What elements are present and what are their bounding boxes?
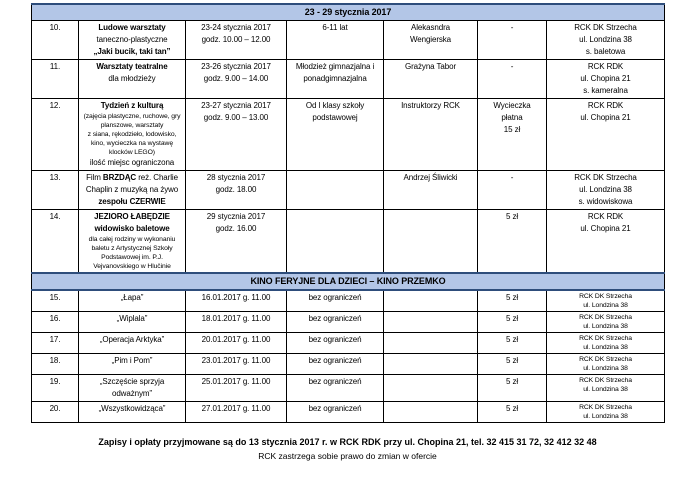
cell-title bbox=[79, 354, 186, 375]
cell-audience bbox=[287, 375, 384, 402]
date-line: 16.01.2017 g. 11.00 bbox=[201, 293, 271, 302]
price-line: - bbox=[510, 173, 514, 182]
location-line: ul. Chopina 21 bbox=[580, 113, 631, 122]
title-line: klocków LEGO) bbox=[109, 149, 155, 156]
price-line: - bbox=[510, 62, 514, 71]
table-row-13 bbox=[32, 171, 665, 210]
price-line: 5 zł bbox=[505, 356, 519, 365]
cell-price bbox=[478, 402, 547, 423]
location-line: ul. Londzina 38 bbox=[579, 35, 632, 44]
cell-date bbox=[186, 354, 287, 375]
cell-date bbox=[186, 290, 287, 312]
cell-title bbox=[79, 402, 186, 423]
date-line: 23-27 stycznia 2017 bbox=[201, 101, 271, 110]
date-line: godz. 16.00 bbox=[215, 224, 257, 233]
date-line: 25.01.2017 g. 11.00 bbox=[201, 377, 271, 386]
cell-audience bbox=[287, 290, 384, 312]
instructor-line: Instruktorzy RCK bbox=[401, 101, 460, 110]
title-line: dla całej rodziny w wykonaniu bbox=[88, 236, 176, 243]
location-line: ul. Londzina 38 bbox=[583, 344, 628, 351]
location-line: ul. Chopina 21 bbox=[580, 74, 631, 83]
table-row-11 bbox=[32, 60, 665, 99]
cell-num: 10. bbox=[32, 21, 79, 60]
cell-price bbox=[478, 333, 547, 354]
cell-instructor bbox=[384, 290, 478, 312]
cell-location bbox=[547, 312, 665, 333]
section-header-row bbox=[32, 273, 665, 290]
location-line: RCK DK Strzecha bbox=[579, 314, 632, 321]
cell-price bbox=[478, 99, 547, 171]
cell-instructor bbox=[384, 99, 478, 171]
title-line: Podstawowej im. P.J. bbox=[101, 254, 163, 261]
footer-disclaimer: RCK zastrzega sobie prawo do zmian w ofercie bbox=[258, 451, 437, 461]
location-line: ul. Londzina 38 bbox=[579, 185, 632, 194]
date-line: godz. 10.00 – 12.00 bbox=[201, 35, 271, 44]
date-line: 23-26 stycznia 2017 bbox=[201, 62, 271, 71]
table-row-12 bbox=[32, 99, 665, 171]
cell-audience bbox=[287, 312, 384, 333]
location-line: ul. Londzina 38 bbox=[583, 302, 628, 309]
cell-location bbox=[547, 60, 665, 99]
cell-instructor bbox=[384, 402, 478, 423]
footer-registration-note: Zapisy i opłaty przyjmowane są do 13 stycznia 2017 r. w RCK RDK przy ul. Chopina 21, tel. 32 415 31 72, 32 412 32 48 bbox=[98, 437, 597, 447]
cell-num: 17. bbox=[32, 333, 79, 354]
week-header-row bbox=[32, 4, 665, 21]
cell-date bbox=[186, 21, 287, 60]
cell-price bbox=[478, 60, 547, 99]
location-line: ul. Londzina 38 bbox=[583, 386, 628, 393]
title-line: (zajęcia plastyczne, ruchowe, gry bbox=[83, 113, 181, 120]
audience-line: podstawowej bbox=[312, 113, 358, 122]
location-line: RCK RDK bbox=[587, 62, 624, 71]
date-line: 23.01.2017 g. 11.00 bbox=[201, 356, 271, 365]
date-line: godz. 18.00 bbox=[215, 185, 257, 194]
cell-price bbox=[478, 354, 547, 375]
cell-num: 18. bbox=[32, 354, 79, 375]
location-line: RCK DK Strzecha bbox=[579, 404, 632, 411]
title-line: „Szczęście sprzyja odważnym” bbox=[99, 377, 165, 398]
cell-price bbox=[478, 171, 547, 210]
title-line: Vejvanovskiego w Hlučinie bbox=[93, 263, 171, 270]
location-line: s. baletowa bbox=[585, 47, 626, 56]
title-line: „Wiplala” bbox=[116, 314, 148, 323]
cell-title bbox=[79, 99, 186, 171]
cell-price bbox=[478, 210, 547, 274]
cell-instructor bbox=[384, 333, 478, 354]
audience-line: bez ograniczeń bbox=[308, 293, 362, 302]
events-table-body bbox=[32, 4, 665, 423]
cell-title bbox=[79, 312, 186, 333]
location-line: RCK RDK bbox=[587, 212, 624, 221]
cell-location bbox=[547, 99, 665, 171]
date-line: 18.01.2017 g. 11.00 bbox=[201, 314, 271, 323]
price-line: 5 zł bbox=[505, 314, 519, 323]
cell-instructor bbox=[384, 375, 478, 402]
location-line: ul. Chopina 21 bbox=[580, 224, 631, 233]
title-line: „Operacja Arktyka” bbox=[99, 335, 165, 344]
location-line: RCK DK Strzecha bbox=[579, 335, 632, 342]
audience-line: bez ograniczeń bbox=[308, 314, 362, 323]
location-line: RCK RDK bbox=[587, 101, 624, 110]
cell-date bbox=[186, 333, 287, 354]
cell-date bbox=[186, 171, 287, 210]
title-line: planszowe, warsztaty bbox=[100, 122, 164, 129]
events-table bbox=[31, 3, 665, 423]
cell-price bbox=[478, 290, 547, 312]
table-row-15 bbox=[32, 290, 665, 312]
audience-line: bez ograniczeń bbox=[308, 356, 362, 365]
location-line: ul. Londzina 38 bbox=[583, 323, 628, 330]
audience-line: Od I klasy szkoły bbox=[305, 101, 365, 110]
title-line: Tydzień z kulturą bbox=[100, 101, 164, 110]
title-line: dla młodzieży bbox=[108, 74, 156, 83]
cell-audience bbox=[287, 60, 384, 99]
title-line: baletu z Artystycznej Szkoły bbox=[91, 245, 173, 252]
cell-audience bbox=[287, 333, 384, 354]
cell-audience bbox=[287, 210, 384, 274]
location-line: s. widowiskowa bbox=[578, 197, 633, 206]
cell-instructor bbox=[384, 60, 478, 99]
cell-location bbox=[547, 171, 665, 210]
cell-title bbox=[79, 210, 186, 274]
cell-date bbox=[186, 402, 287, 423]
instructor-line: Andrzej Śliwicki bbox=[403, 173, 458, 182]
price-line: Wycieczka bbox=[493, 101, 531, 110]
instructor-line: Alekasndra bbox=[410, 23, 451, 32]
audience-line: bez ograniczeń bbox=[308, 335, 362, 344]
cell-location bbox=[547, 210, 665, 274]
audience-line: 6-11 lat bbox=[322, 23, 348, 32]
location-line: ul. Londzina 38 bbox=[583, 365, 628, 372]
audience-line: Młodzież gimnazjalna i bbox=[295, 62, 375, 71]
instructor-line: Grażyna Tabor bbox=[404, 62, 457, 71]
cell-audience bbox=[287, 21, 384, 60]
cell-num: 16. bbox=[32, 312, 79, 333]
date-line: 23-24 stycznia 2017 bbox=[201, 23, 271, 32]
instructor-line: Wengierska bbox=[409, 35, 452, 44]
title-line: JEZIORO ŁABĘDZIE bbox=[94, 212, 170, 221]
price-line: 5 zł bbox=[505, 293, 519, 302]
date-line: godz. 9.00 – 14.00 bbox=[203, 74, 269, 83]
cell-num: 15. bbox=[32, 290, 79, 312]
location-line: s. kameralna bbox=[583, 86, 628, 95]
cell-date bbox=[186, 312, 287, 333]
cell-location bbox=[547, 21, 665, 60]
cell-num: 11. bbox=[32, 60, 79, 99]
location-line: RCK DK Strzecha bbox=[579, 356, 632, 363]
cell-location bbox=[547, 354, 665, 375]
title-line: „Wszystkowidząca” bbox=[98, 404, 166, 413]
location-line: RCK DK Strzecha bbox=[579, 293, 632, 300]
cell-location bbox=[547, 375, 665, 402]
cell-num: 13. bbox=[32, 171, 79, 210]
cell-price bbox=[478, 21, 547, 60]
week-header-label: 23 - 29 stycznia 2017 bbox=[32, 4, 665, 21]
cell-location bbox=[547, 402, 665, 423]
cell-location bbox=[547, 290, 665, 312]
title-line: „Pim i Pom” bbox=[111, 356, 153, 365]
table-row-14 bbox=[32, 210, 665, 274]
cell-num: 20. bbox=[32, 402, 79, 423]
cell-audience bbox=[287, 402, 384, 423]
table-row-20 bbox=[32, 402, 665, 423]
audience-line: ponadgimnazjalna bbox=[303, 74, 367, 83]
cell-title bbox=[79, 60, 186, 99]
cell-date bbox=[186, 375, 287, 402]
title-line: widowisko baletowe bbox=[94, 224, 170, 233]
cell-title bbox=[79, 333, 186, 354]
cell-title bbox=[79, 290, 186, 312]
cell-price bbox=[478, 312, 547, 333]
location-line: RCK DK Strzecha bbox=[579, 377, 632, 384]
cell-location bbox=[547, 333, 665, 354]
price-line: 5 zł bbox=[505, 335, 519, 344]
cell-instructor bbox=[384, 21, 478, 60]
cell-audience bbox=[287, 354, 384, 375]
cell-instructor bbox=[384, 210, 478, 274]
date-line: 28 stycznia 2017 bbox=[206, 173, 266, 182]
table-row-16 bbox=[32, 312, 665, 333]
price-line: 15 zł bbox=[503, 125, 521, 134]
audience-line: bez ograniczeń bbox=[308, 404, 362, 413]
cell-title bbox=[79, 21, 186, 60]
date-line: godz. 9.00 – 13.00 bbox=[203, 113, 269, 122]
footer bbox=[31, 436, 664, 463]
price-line: płatna bbox=[501, 113, 523, 122]
cell-instructor bbox=[384, 312, 478, 333]
cell-num: 12. bbox=[32, 99, 79, 171]
title-line: kino, wycieczka na wystawę bbox=[90, 140, 174, 147]
cell-audience bbox=[287, 99, 384, 171]
table-row-17 bbox=[32, 333, 665, 354]
price-line: - bbox=[510, 23, 514, 32]
cell-title bbox=[79, 375, 186, 402]
price-line: 5 zł bbox=[505, 377, 519, 386]
section-header-label: KINO FERYJNE DLA DZIECI – KINO PRZEMKO bbox=[32, 273, 665, 290]
cell-num: 14. bbox=[32, 210, 79, 274]
date-line: 29 stycznia 2017 bbox=[206, 212, 266, 221]
price-line: 5 zł bbox=[505, 212, 519, 221]
title-line: Chaplin z muzyką na żywo bbox=[85, 185, 179, 194]
location-line: RCK DK Strzecha bbox=[574, 173, 637, 182]
cell-date bbox=[186, 210, 287, 274]
table-row-19 bbox=[32, 375, 665, 402]
price-line: 5 zł bbox=[505, 404, 519, 413]
date-line: 27.01.2017 g. 11.00 bbox=[201, 404, 271, 413]
cell-price bbox=[478, 375, 547, 402]
title-line: „Łapa” bbox=[120, 293, 144, 302]
title-line: ilość miejsc ograniczona bbox=[89, 158, 175, 167]
audience-line: bez ograniczeń bbox=[308, 377, 362, 386]
cell-title bbox=[79, 171, 186, 210]
title-line: taneczno-plastyczne bbox=[96, 35, 168, 44]
location-line: ul. Londzina 38 bbox=[583, 413, 628, 420]
table-row-18 bbox=[32, 354, 665, 375]
title-line: zespołu CZERWIE bbox=[98, 197, 166, 206]
cell-date bbox=[186, 60, 287, 99]
cell-date bbox=[186, 99, 287, 171]
cell-instructor bbox=[384, 354, 478, 375]
title-line: Warsztaty teatralne bbox=[96, 62, 168, 71]
title-line: „Jaki bucik, taki tan” bbox=[93, 47, 171, 56]
title-line: Film BRZDĄC reż. Charlie bbox=[86, 173, 178, 182]
title-line: z siana, rękodzieło, lodowisko, bbox=[87, 131, 177, 138]
cell-audience bbox=[287, 171, 384, 210]
date-line: 20.01.2017 g. 11.00 bbox=[201, 335, 271, 344]
table-row-10 bbox=[32, 21, 665, 60]
location-line: RCK DK Strzecha bbox=[574, 23, 637, 32]
cell-num: 19. bbox=[32, 375, 79, 402]
cell-instructor bbox=[384, 171, 478, 210]
title-line: Ludowe warsztaty bbox=[98, 23, 166, 32]
